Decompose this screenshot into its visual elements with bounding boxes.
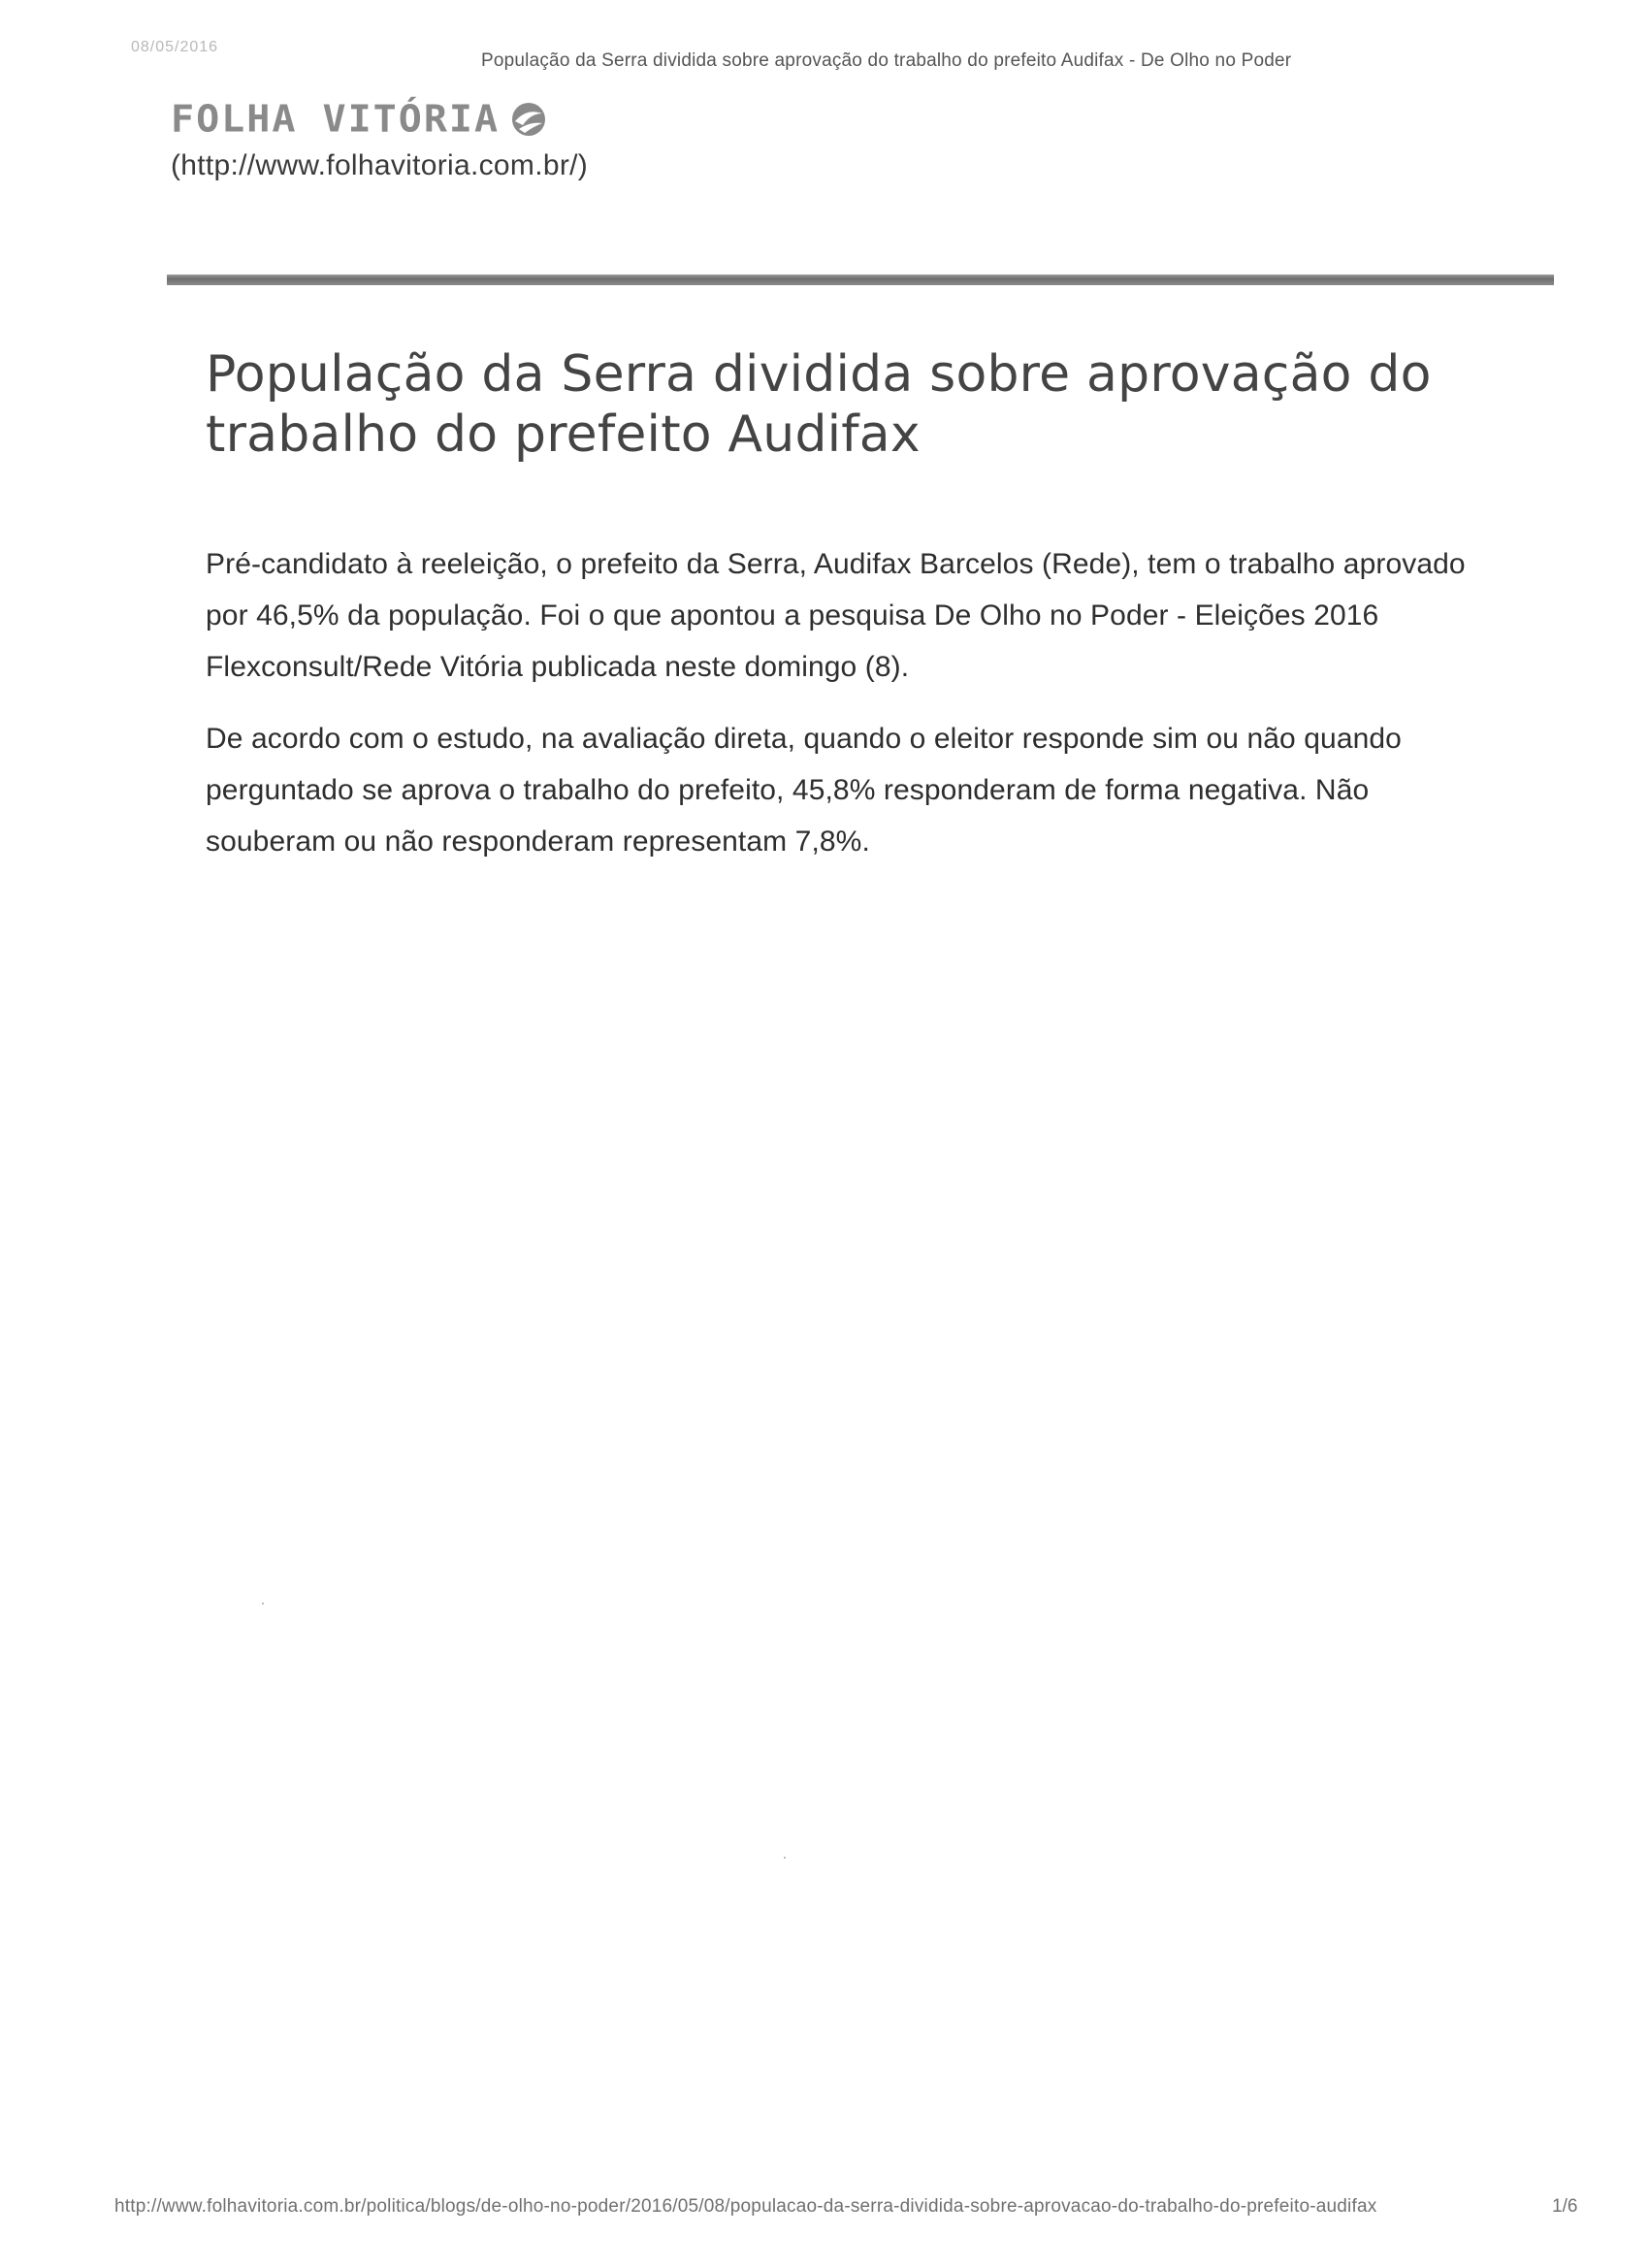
scan-speck [262,1603,264,1604]
print-footer-url: http://www.folhavitoria.com.br/politica/blogs/de-olho-no-poder/2016/05/08/populacao-da-serra-dividida-sobre-aprovacao-do-trabalho-do-prefeito-audifax [114,2196,1377,2217]
logo-swirl-icon [509,100,548,139]
article-paragraph-2: De acordo com o estudo, na avaliação direta, quando o eleitor responde sim ou não quando perguntado se aprova o trabalho do prefeito, 45,8% responderam de forma negativa. Não souberam ou não responderam representam 7,8%. [206,723,1402,858]
scan-speck [784,1857,786,1859]
print-header-title: População da Serra dividida sobre aprovação do trabalho do prefeito Audifax - De Olho no Poder [481,50,1292,71]
header-divider [167,275,1554,285]
article-paragraph-1: Pré-candidato à reeleição, o prefeito da Serra, Audifax Barcelos (Rede), tem o trabalho aprovado por 46,5% da população. Foi o que apontou a pesquisa De Olho no Poder - Eleições 2016 Flexconsult/Rede Vitória publicada neste domingo (8). [206,548,1466,683]
print-header-date: 08/05/2016 [131,39,219,55]
article-title: População da Serra dividida sobre aprovação do trabalho do prefeito Audifax [206,345,1432,464]
print-footer-page-number: 1/6 [1552,2196,1578,2217]
site-logo-link[interactable] [171,97,548,142]
article-body [206,538,1505,888]
site-logo-text: FOLHA VITÓRIA [171,98,501,141]
site-url: (http://www.folhavitoria.com.br/) [171,149,589,181]
